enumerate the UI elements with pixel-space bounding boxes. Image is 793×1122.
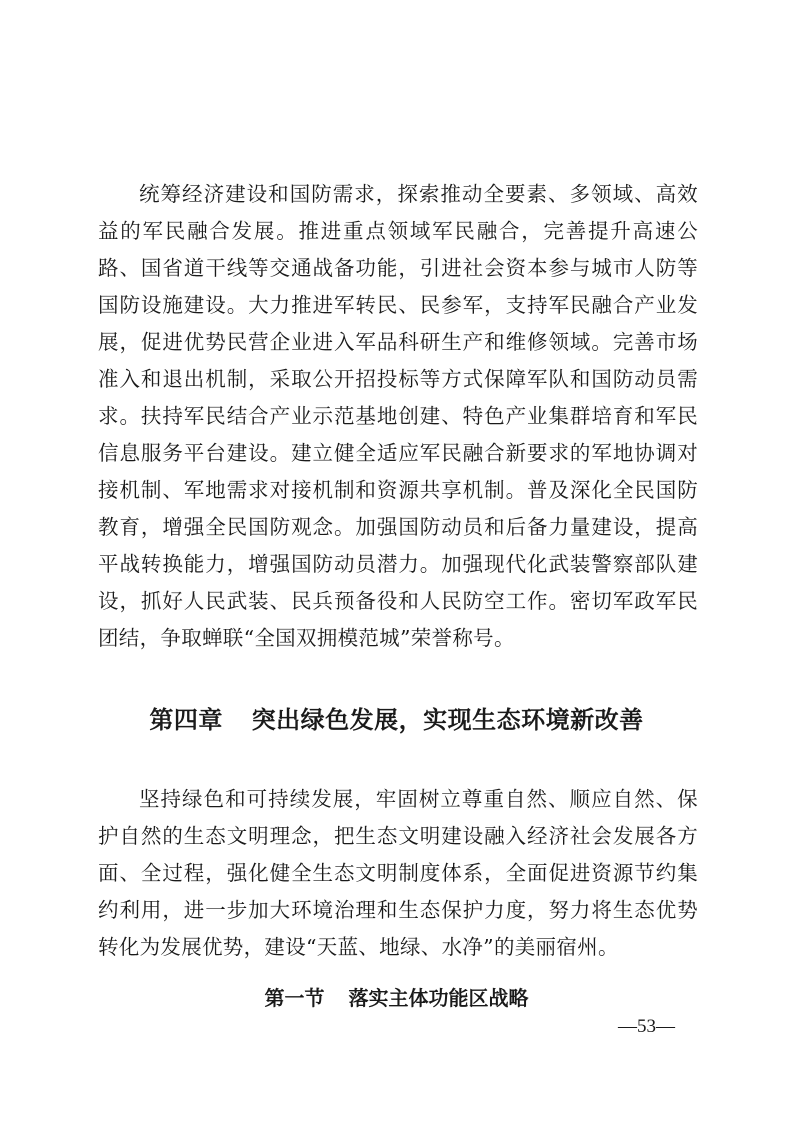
section-heading	[0, 982, 793, 1011]
section-number: 第一节	[264, 986, 325, 1010]
section-title: 落实主体功能区战略	[348, 986, 529, 1010]
body-paragraph-military-civil: 统筹经济建设和国防需求，探索推动全要素、多领域、高效益的军民融合发展。推进重点领域军民融合，完善提升高速公路、国省道干线等交通战备功能，引进社会资本参与城市人防等国防设施建设。大力推进军转民、民参军，支持军民融合产业发展，促进优势民营企业进入军品科研生产和维修领域。完善市场准入和退出机制，采取公开招投标等方式保障军队和国防动员需求。扶持军民结合产业示范基地创建、特色产业集群培育和军民信息服务平台建设。建立健全适应军民融合新要求的军地协调对接机制、军地需求对接机制和资源共享机制。普及深化全民国防教育，增强全民国防观念。加强国防动员和后备力量建设，提高平战转换能力，增强国防动员潜力。加强现代化武装警察部队建设，抓好人民武装、民兵预备役和人民防空工作。密切军政军民团结，争取蝉联“全国双拥模范城”荣誉称号。	[98, 182, 698, 650]
chapter-heading	[0, 700, 793, 735]
body-paragraph-green-development: 坚持绿色和可持续发展，牢固树立尊重自然、顺应自然、保护自然的生态文明理念，把生态文明建设融入经济社会发展各方面、全过程，强化健全生态文明制度体系，全面促进资源节约集约利用，进一步加大环境治理和生态保护力度，努力将生态优势转化为发展优势，建设“天蓝、地绿、水净”的美丽宿州。	[98, 787, 698, 959]
chapter-title: 突出绿色发展，实现生态环境新改善	[251, 706, 644, 734]
chapter-number: 第四章	[149, 706, 223, 734]
page-number: —53—	[618, 1016, 675, 1037]
